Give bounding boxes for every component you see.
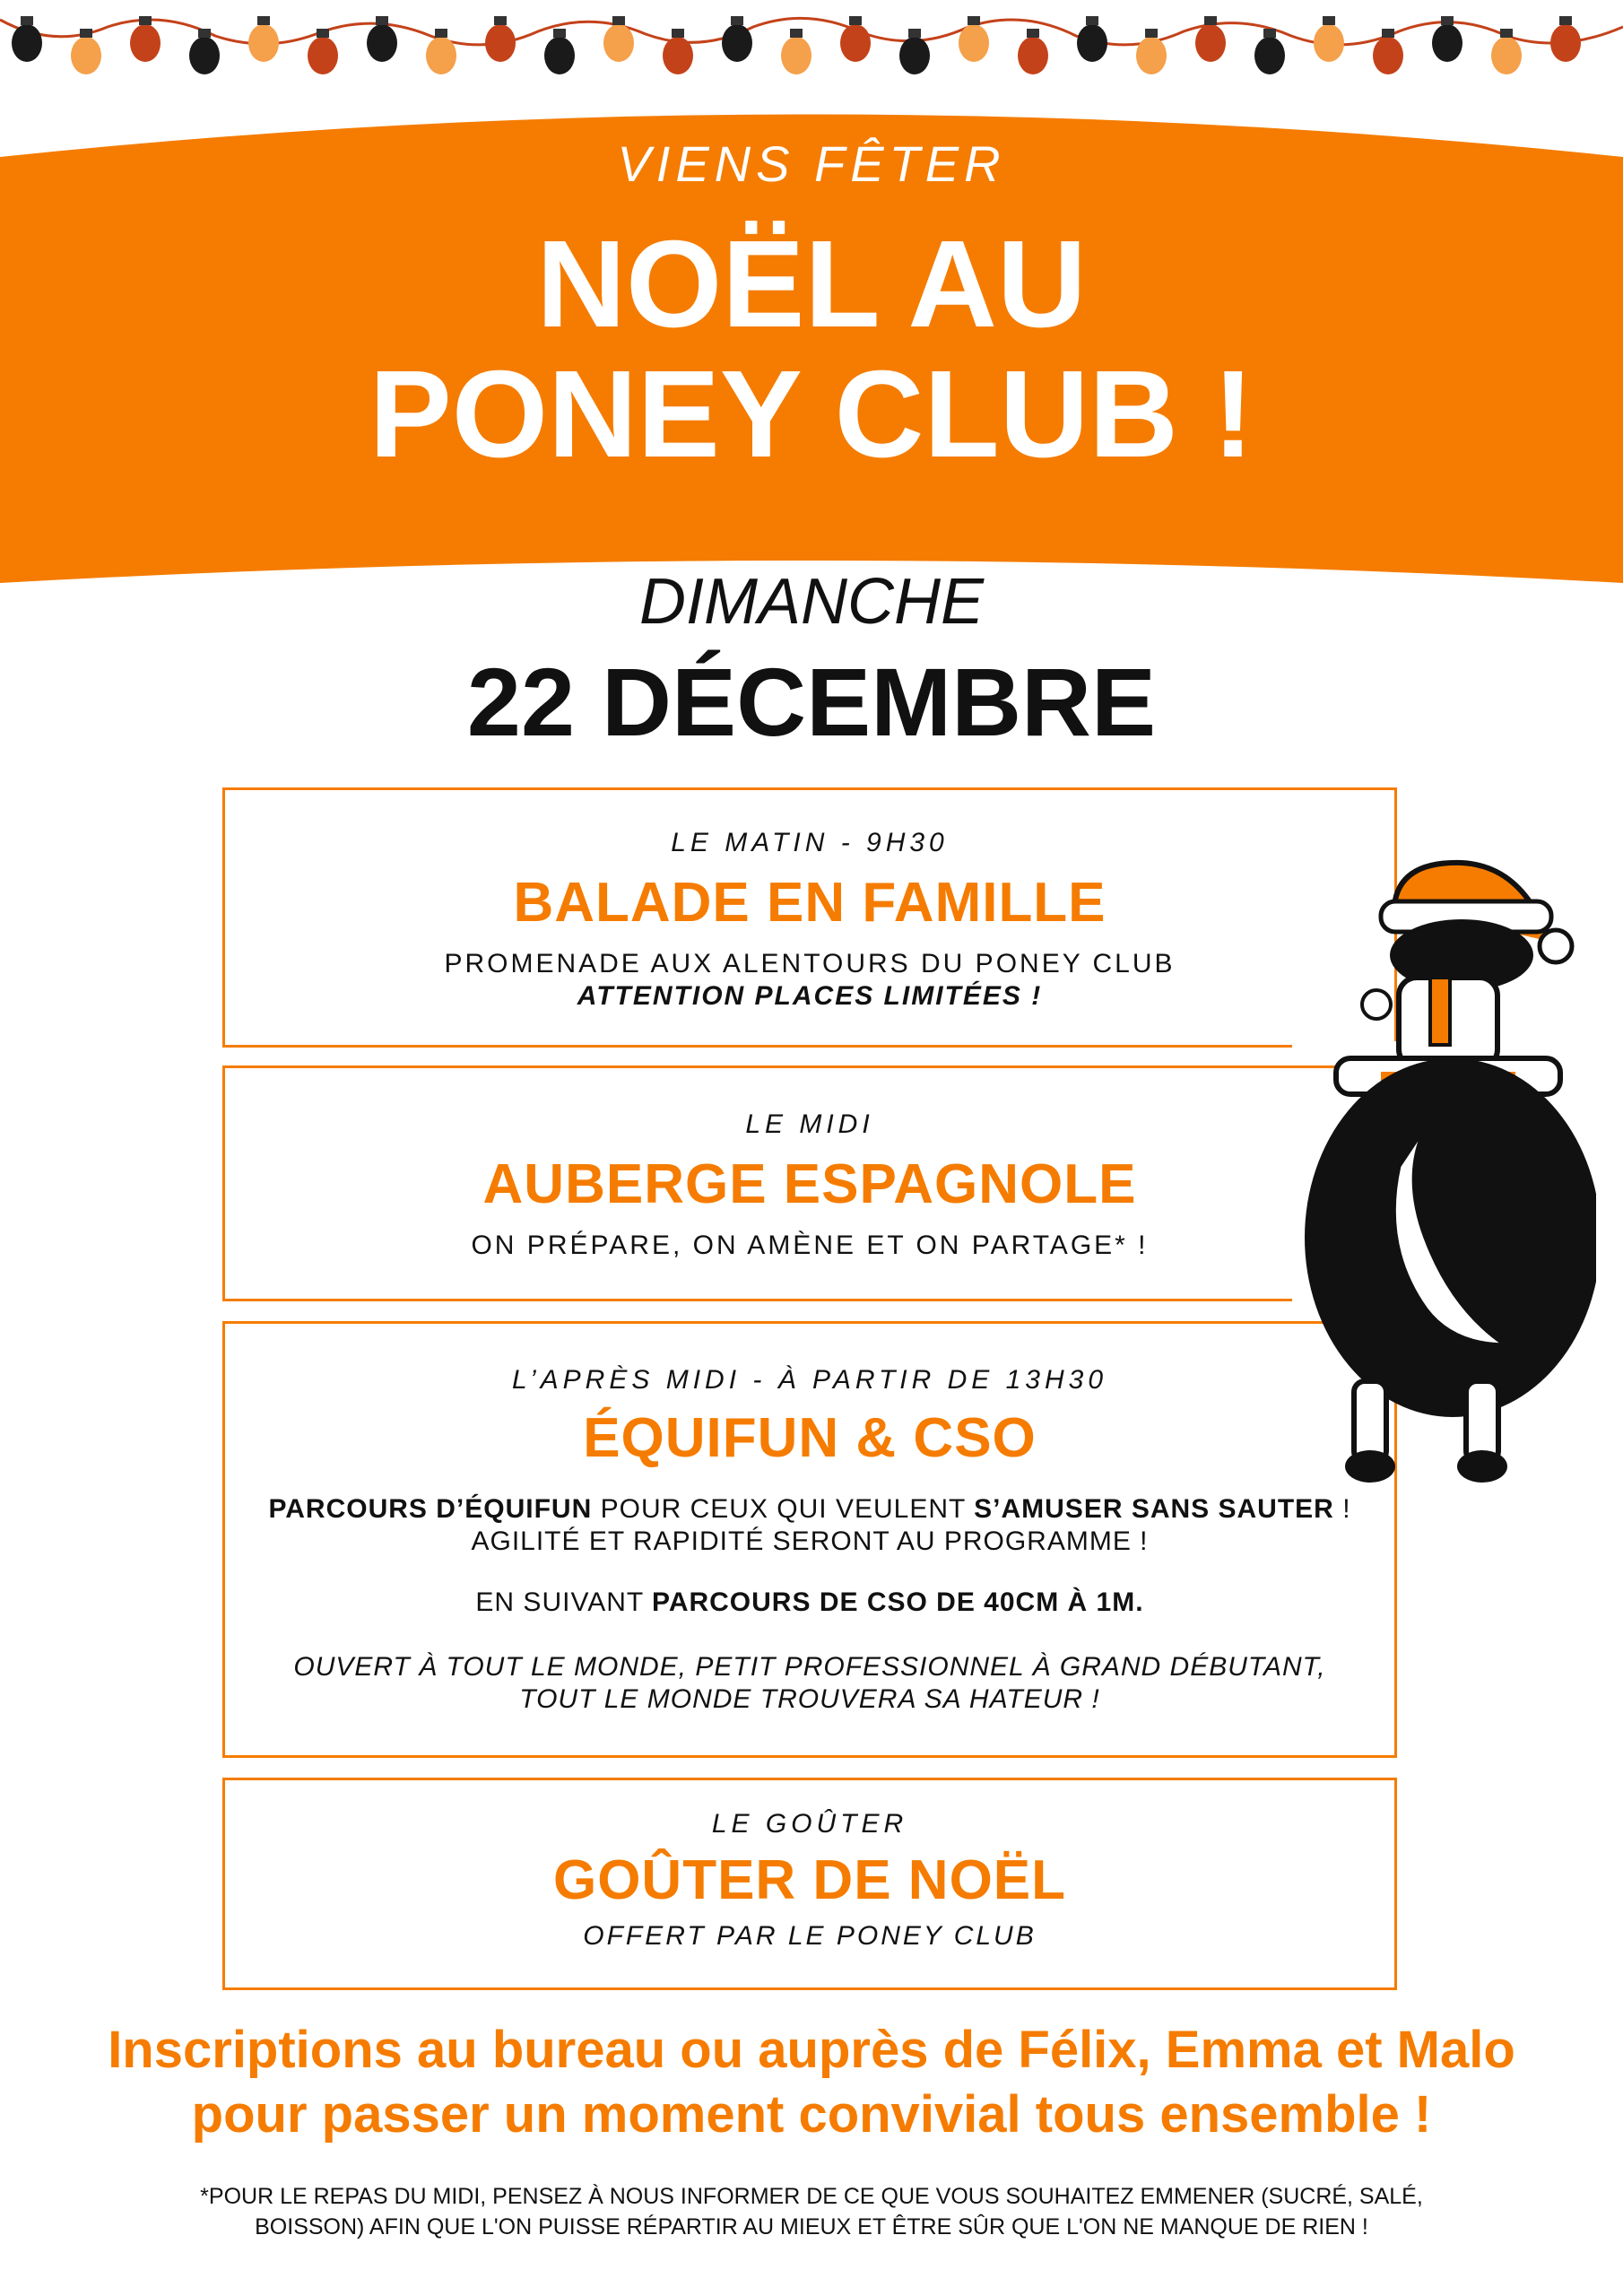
afternoon-line-2: AGILITÉ ET RAPIDITÉ SERONT AU PROGRAMME ! [471,1526,1149,1556]
header-kicker: VIENS FÊTER [617,135,1006,192]
afternoon-line-1: PARCOURS D’ÉQUIFUN POUR CEUX QUI VEULENT S’AMUSER SANS SAUTER ! [268,1494,1351,1524]
card-time: LE MIDI [745,1109,874,1139]
footnote-line-1: *POUR LE REPAS DU MIDI, PENSEZ À NOUS INFORMER DE CE QUE VOUS SOUHAITEZ EMMENER (SUCRÉ, SALÉ, [200,2184,1423,2209]
card-title: GOÛTER DE NOËL [552,1849,1067,1911]
card-morning [222,787,1397,1048]
card-afternoon [222,1321,1397,1758]
afternoon-italic-2: TOUT LE MONDE TROUVERA SA HATEUR ! [519,1684,1100,1714]
card-title: AUBERGE ESPAGNOLE [482,1153,1137,1215]
card-snack [222,1778,1397,1990]
card-title: ÉQUIFUN & CSO [583,1407,1037,1469]
registration-cta [0,2018,1623,2147]
event-day: DIMANCHE [638,566,984,638]
page-title [0,215,1623,483]
card-desc: ON PRÉPARE, ON AMÈNE ET ON PARTAGE* ! [471,1231,1149,1260]
card-time: L’APRÈS MIDI - À PARTIR DE 13H30 [511,1365,1108,1395]
afternoon-line-3: EN SUIVANT PARCOURS DE CSO DE 40CM À 1M. [475,1587,1144,1617]
title-line-1: NOËL AU [536,215,1087,353]
card-note: ATTENTION PLACES LIMITÉES ! [577,981,1043,1011]
cta-line-1: Inscriptions au bureau ou auprès de Félix, Emma et Malo [108,2021,1515,2079]
event-date: 22 DÉCEMBRE [466,648,1157,756]
footnote-line-2: BOISSON) AFIN QUE L'ON PUISSE RÉPARTIR AU MIEUX ET ÊTRE SÛR QUE L'ON NE MANQUE DE RIEN ! [255,2214,1368,2239]
title-line-2: PONEY CLUB ! [369,345,1254,483]
card-time: LE GOÛTER [711,1809,908,1839]
cta-line-2: pour passer un moment convivial tous ensemble ! [191,2085,1432,2144]
card-time: LE MATIN - 9H30 [671,828,949,857]
footnote [0,2181,1623,2242]
card-desc: PROMENADE AUX ALENTOURS DU PONEY CLUB [444,949,1176,978]
afternoon-italic-1: OUVERT À TOUT LE MONDE, PETIT PROFESSIONNEL À GRAND DÉBUTANT, [293,1652,1326,1682]
card-note: OFFERT PAR LE PONEY CLUB [583,1921,1037,1951]
card-noon [222,1065,1397,1301]
pony-santa-hat-illustration [1246,843,1596,1489]
card-title: BALADE EN FAMILLE [513,872,1107,934]
